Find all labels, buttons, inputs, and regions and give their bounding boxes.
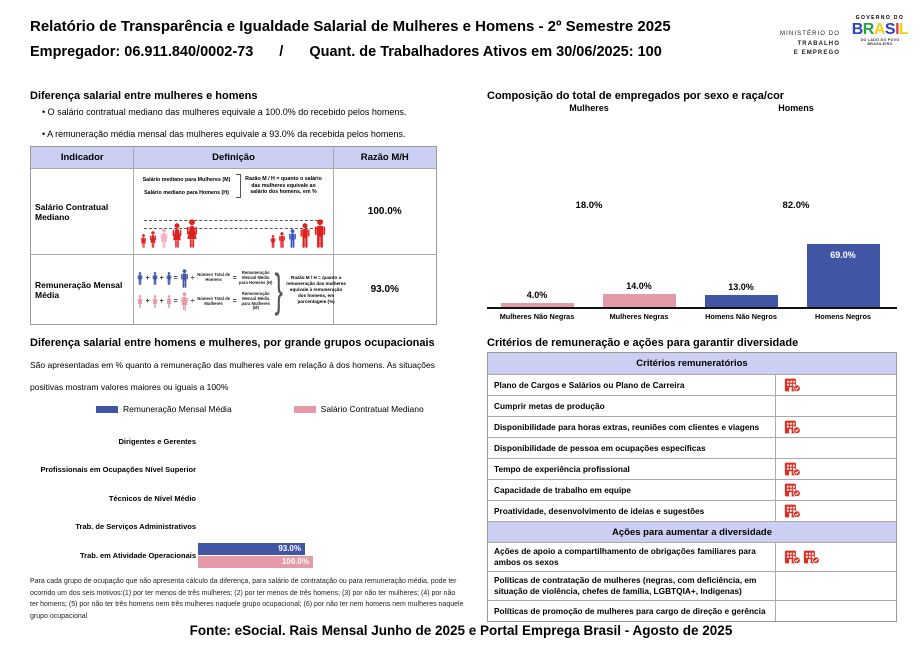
median-women-label: Salário mediano para Mulheres (M) <box>142 176 231 183</box>
col-header-definicao: Definição <box>133 147 332 168</box>
criteria-row-status <box>775 543 896 571</box>
legend-item <box>294 404 424 414</box>
criteria-row <box>488 600 896 621</box>
person-icon <box>270 235 276 248</box>
ministry-logo <box>728 30 840 59</box>
occupation-label: Dirigentes e Gerentes <box>118 436 196 446</box>
legend-swatch-pink <box>294 406 316 413</box>
criteria-section-header: Ações para aumentar a diversidade <box>488 521 896 542</box>
ministry-line3: E EMPREGO <box>793 50 840 56</box>
brasil-letter: L <box>899 21 909 38</box>
average-diagram: + + = ÷ Número Total de Homens = Remuneração Mensal Média para Homens (H) + + = ÷ Número Total de Mulheres = Remuneração Mensal Média para Mulheres (M) } Razão M / H = quanto a remuneração das mulheres equivale à remuneração dos homens, em porcentagem (%) <box>137 259 346 321</box>
gov-logo-top: GOVERNO DO <box>855 15 905 21</box>
page-title: Relatório de Transparência e Igualdade Salarial de Mulheres e Homens - 2º Semestre 2025 <box>30 18 671 35</box>
operator: = <box>232 298 237 305</box>
building-check-icon <box>784 378 801 392</box>
person-icon <box>180 292 189 311</box>
occupation-label: Profissionais em Ocupações Nível Superior <box>40 465 196 475</box>
operator: + <box>159 274 164 282</box>
bar-value-label: 69.0% <box>830 250 856 260</box>
criteria-row <box>488 571 896 600</box>
operator: + <box>145 274 150 282</box>
operator: + <box>145 298 150 305</box>
person-icon <box>149 231 157 248</box>
criteria-row <box>488 416 896 437</box>
criteria-row <box>488 374 896 395</box>
person-icon <box>140 234 147 248</box>
section-title-salary-gap: Diferença salarial entre mulheres e homens <box>30 90 258 102</box>
definition-cell <box>133 255 346 324</box>
criteria-row-status <box>775 572 896 600</box>
criteria-row-label: Cumprir metas de produção <box>494 400 605 411</box>
female-figure-icon <box>524 116 654 196</box>
people-figures-diagram <box>138 204 328 248</box>
formula-text: Remuneração Mensal Média para Mulheres (M) <box>241 290 270 311</box>
occupation-row <box>22 484 462 513</box>
section-title-criteria: Critérios de remuneração e ações para garantir diversidade <box>487 337 799 349</box>
women-percentage: 18.0% <box>575 200 603 211</box>
bar-value-label: 14.0% <box>626 281 652 291</box>
brasil-letter: S <box>884 21 896 38</box>
criteria-row-status <box>775 480 896 500</box>
criteria-row-status <box>775 417 896 437</box>
indicator-cell <box>31 169 133 254</box>
occupation-row <box>22 427 462 456</box>
ministry-line1: MINISTÉRIO DO <box>780 31 840 37</box>
occupation-bar <box>198 556 313 568</box>
occupational-description: São apresentadas em % quanto a remuneração das mulheres vale em relação à dos homens. As situações positivas mostram valores maiores ou iguais a 100% <box>30 360 435 392</box>
person-icon <box>313 219 327 248</box>
men-composition-block <box>731 103 861 211</box>
criteria-row-label: Proatividade, desenvolvimento de ideias e sugestões <box>494 505 705 516</box>
formula-text: Número Total de Homens <box>197 272 230 283</box>
person-icon <box>185 219 199 248</box>
ratio-value: 100.0% <box>367 206 402 217</box>
indicator-name: Remuneração Mensal Média <box>35 279 123 300</box>
indicator-table <box>30 146 437 325</box>
composition-bar <box>603 294 676 307</box>
person-icon <box>180 269 189 288</box>
employer-id: Empregador: 06.911.840/0002-73 <box>30 44 254 60</box>
composition-bar <box>705 295 778 307</box>
median-diagram-labels <box>138 174 322 198</box>
active-workers: Quant. de Trabalhadores Ativos em 30/06/2025: 100 <box>309 44 662 60</box>
indicator-table-header <box>31 147 436 168</box>
ministry-line2: TRABALHO <box>797 40 840 47</box>
criteria-row <box>488 542 896 571</box>
col-header-razao: Razão M/H <box>333 147 436 168</box>
building-check-icon <box>803 550 820 564</box>
occupational-footnote: Para cada grupo de ocupação que não apresenta cálculo da diferença, para salário de contratação ou para remuneração média, pode ter ocorrido um dos seis motivos:(1) por ter menos de três mulheres; (2) por ter menos de três homens; (3) por não ter mulheres; (4) por não ter homens; (5) por não ter três homens nem três mulheres naquele grupo ocupacional; (6) por não ter nem homens nem mulheres naquele grupo ocupacional <box>30 578 464 620</box>
occupation-bar <box>198 543 305 555</box>
section-title-occupational: Diferença salarial entre homens e mulheres, por grande grupos ocupacionais <box>30 337 435 349</box>
person-icon <box>159 228 169 248</box>
building-check-icon <box>784 483 801 497</box>
person-icon <box>288 229 297 248</box>
table-row <box>31 168 436 254</box>
criteria-row-label: Plano de Cargos e Salários ou Plano de Carreira <box>494 379 685 390</box>
criteria-row <box>488 437 896 458</box>
men-figures-group <box>270 219 327 248</box>
occupation-row <box>22 513 462 542</box>
ratio-cell <box>333 169 436 254</box>
table-row <box>31 254 436 324</box>
operator: = <box>173 298 178 305</box>
composition-bar <box>501 303 574 307</box>
bar-value-label: 13.0% <box>728 282 754 292</box>
criteria-row <box>488 395 896 416</box>
occupation-row <box>22 456 462 485</box>
occupational-bar-chart <box>22 427 462 570</box>
government-logo <box>848 15 912 46</box>
category-label: Homens Não Negros <box>705 312 777 321</box>
operator: + <box>159 298 164 305</box>
criteria-row-status <box>775 601 896 621</box>
criteria-section-header: Critérios remuneratórios <box>488 353 896 374</box>
brasil-logo <box>848 21 912 38</box>
person-icon <box>152 272 158 285</box>
bar-value-label: 93.0% <box>278 544 301 554</box>
ratio-cell <box>333 255 436 324</box>
person-icon <box>166 272 172 285</box>
criteria-row-status <box>775 375 896 395</box>
person-icon <box>171 223 183 248</box>
criteria-row-label: Disponibilidade de pessoa em ocupações específicas <box>494 442 706 453</box>
male-figure-icon <box>731 116 861 196</box>
occupation-label: Técnicos de Nível Médio <box>108 493 196 503</box>
criteria-row-label: Ações de apoio a compartilhamento de obrigações familiares para ambos os sexos <box>494 546 756 567</box>
criteria-table <box>487 352 897 622</box>
criteria-row-status <box>775 501 896 521</box>
person-icon <box>278 232 286 248</box>
median-ratio-note: Razão M / H = quanto o salário das mulheres equivale ao salário dos homens, em % <box>245 176 322 196</box>
formula-text: Remuneração Mensal Média para Homens (H) <box>238 269 273 285</box>
legend-item <box>96 404 232 414</box>
brasil-letter: A <box>873 21 885 38</box>
women-average-formula <box>137 292 272 312</box>
operator: ÷ <box>190 298 195 305</box>
criteria-row <box>488 458 896 479</box>
occupation-row <box>22 541 462 570</box>
women-composition-block <box>524 103 654 211</box>
building-check-icon <box>784 420 801 434</box>
person-icon <box>166 295 172 308</box>
average-ratio-note: Razão M / H = quanto a remuneração das mulheres equivale à remuneração dos homens, em porcentagem (%) <box>286 275 346 304</box>
criteria-row-label: Políticas de promoção de mulheres para cargo de direção e gerência <box>494 605 766 616</box>
occupation-label: Trab. de Serviços Administrativos <box>75 522 196 532</box>
formula-text: Número Total de Mulheres <box>197 295 230 306</box>
building-check-icon <box>784 504 801 518</box>
ratio-value: 93.0% <box>370 284 399 295</box>
source-footer: Fonte: eSocial. Rais Mensal Junho de 2025 e Portal Emprega Brasil - Agosto de 2025 <box>189 623 733 638</box>
criteria-row-label: Tempo de experiência profissional <box>494 463 630 474</box>
brasil-letter: B <box>851 21 863 38</box>
criteria-row-status <box>775 459 896 479</box>
composition-bar-chart <box>487 220 897 320</box>
operator: ÷ <box>190 274 195 282</box>
criteria-row <box>488 500 896 521</box>
women-label: Mulheres <box>569 103 609 113</box>
person-icon <box>152 295 158 308</box>
men-average-formula <box>137 269 272 288</box>
bar-value-label: 100.0% <box>281 557 309 567</box>
operator: = <box>173 274 178 282</box>
bar-value-label: 4.0% <box>526 290 548 300</box>
occupation-label: Trab. em Atividade Operacionais <box>79 550 196 560</box>
x-axis-line <box>487 307 897 309</box>
col-header-indicador: Indicador <box>60 152 104 163</box>
gov-logo-bottom: DO LADO DO POVO BRASILEIRO <box>860 38 900 46</box>
criteria-row-label: Políticas de contratação de mulheres (negras, com deficiência, em situação de violência, chefes de família, LGBTQIA+, Indígenas) <box>494 575 757 596</box>
category-label: Mulheres Não Negras <box>499 312 575 321</box>
legend-label: Remuneração Mensal Média <box>123 404 232 414</box>
criteria-row <box>488 479 896 500</box>
median-men-label: Salário mediano para Homens (H) <box>144 189 229 196</box>
employer-line <box>30 44 662 60</box>
building-check-icon <box>784 462 801 476</box>
building-check-icon <box>784 550 801 564</box>
separator: / <box>279 44 284 60</box>
criteria-row-status <box>775 438 896 458</box>
indicator-name: Salário Contratual Mediano <box>35 201 109 222</box>
men-label: Homens <box>778 103 814 113</box>
person-icon <box>137 295 143 308</box>
criteria-row-status <box>775 396 896 416</box>
men-percentage: 82.0% <box>782 200 810 211</box>
criteria-row-label: Disponibilidade para horas extras, reuniões com clientes e viagens <box>494 421 760 432</box>
bullet-average-salary: • A remuneração média mensal das mulheres equivale a 93.0% da recebida pelos homens. <box>42 129 406 139</box>
indicator-cell <box>31 255 133 324</box>
bracket-shape <box>236 174 241 198</box>
brasil-letter: R <box>862 21 874 38</box>
occupation-bars <box>198 543 313 568</box>
women-figures-group <box>140 219 199 248</box>
person-icon <box>299 223 311 248</box>
chart-legend <box>96 404 424 414</box>
brasil-letter: I <box>895 21 900 38</box>
bullet-median-salary: • O salário contratual mediano das mulheres equivale a 100.0% do recebido pelos homens. <box>42 107 407 117</box>
criteria-row-label: Capacidade de trabalho em equipe <box>494 484 631 495</box>
definition-cell <box>133 169 332 254</box>
category-label: Mulheres Negras <box>609 312 669 321</box>
operator: = <box>232 274 237 282</box>
person-icon <box>137 272 143 285</box>
legend-label: Salário Contratual Mediano <box>320 404 424 414</box>
section-title-composition: Composição do total de empregados por sexo e raça/cor <box>487 90 785 102</box>
category-label: Homens Negros <box>815 312 871 321</box>
legend-swatch-blue <box>96 406 118 413</box>
